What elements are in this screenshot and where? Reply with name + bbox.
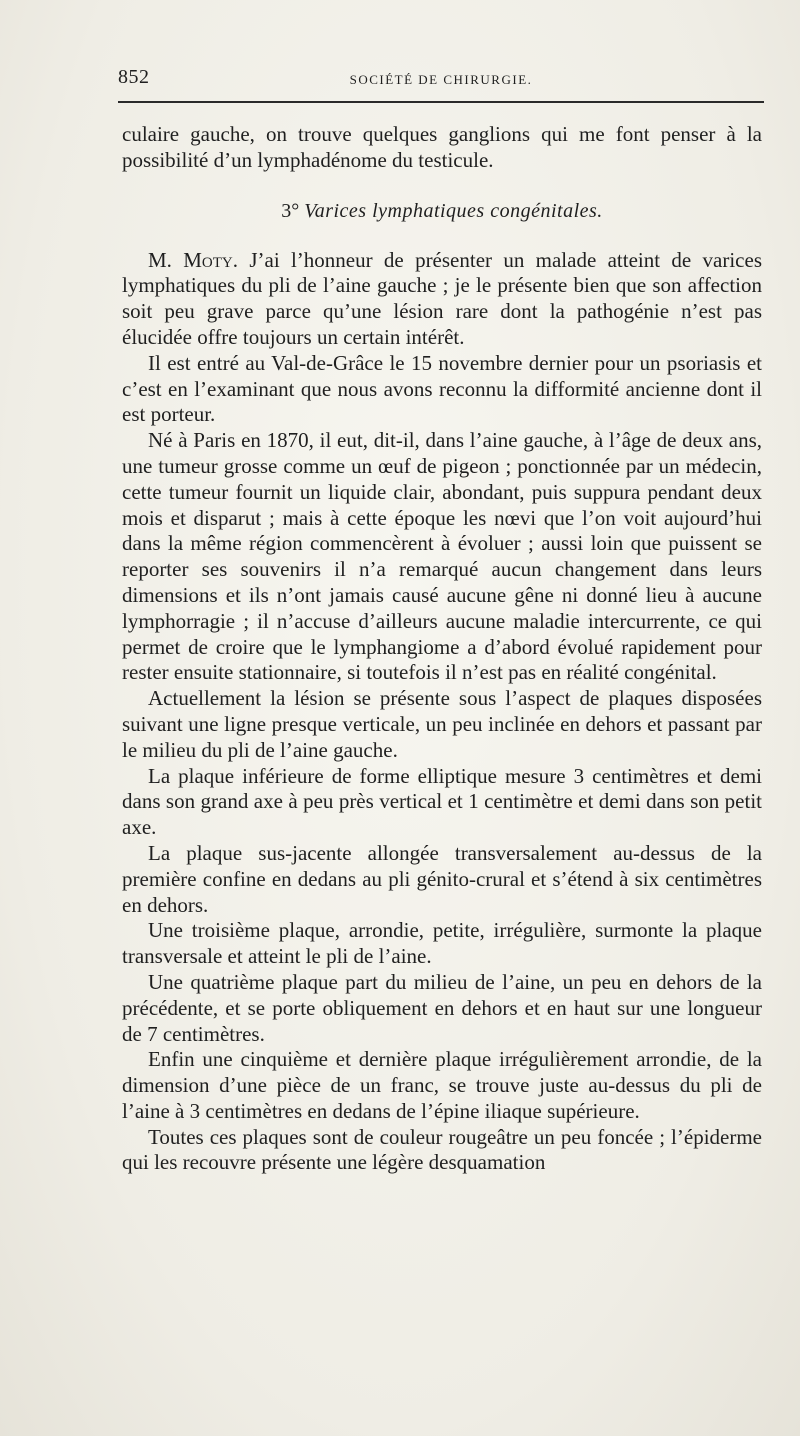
section-number: 3° <box>281 199 300 222</box>
paragraph: Une troisième plaque, arrondie, petite, irrégulière, surmonte la plaque transversale et atteint le pli de l’aine. <box>122 918 762 969</box>
paragraph: Une quatrième plaque part du milieu de l’aine, un peu en dehors de la précédente, et se porte obliquement en dehors et en haut sur une longueur de 7 centimètres. <box>122 969 762 1046</box>
speaker-name: M. Moty. <box>148 247 238 272</box>
body-text <box>122 122 762 1176</box>
paragraph: Enfin une cinquième et dernière plaque irrégulièrement arrondie, de la dimension d’une pièce de un franc, se trouve juste au-dessus du pli de l’aine à 3 centimètres en dedans de l’épine iliaque supérieure. <box>122 1047 762 1123</box>
paragraph: Il est entré au Val-de-Grâce le 15 novembre dernier pour un psoriasis et c’est en l’examinant que nous avons reconnu la difformité ancienne dont il est porteur. <box>122 350 762 427</box>
paragraph-intro-text: J’ai l’honneur de présenter un malade atteint de varices lymphatiques du pli de l’aine gauche ; je le présente bien que son affection soit peu grave parce qu’une lésion rare dont la pathogénie n’est pas élucidée offre toujours un certain intérêt. <box>122 247 762 349</box>
paragraph: La plaque inférieure de forme elliptique mesure 3 centimètres et demi dans son grand axe à peu près vertical et 1 centimètre et demi dans son petit axe. <box>122 763 762 840</box>
running-head: SOCIÉTÉ DE CHIRURGIE. <box>349 72 533 87</box>
paragraph: Actuellement la lésion se présente sous l’aspect de plaques disposées suivant une ligne presque verticale, un peu inclinée en dehors et passant par le milieu du pli de l’aine gauche. <box>122 686 762 762</box>
paragraph-continuation: culaire gauche, on trouve quelques ganglions qui me font penser à la possibilité d’un lymphadénome du testicule. <box>122 122 762 172</box>
paragraph-intro <box>122 248 762 351</box>
section-title: Varices lymphatiques congénitales. <box>304 199 603 222</box>
paragraph-last: Toutes ces plaques sont de couleur rougeâtre un peu foncée ; l’épiderme qui les recouvre présente une légère desquamation <box>122 1124 762 1175</box>
page-number: 852 <box>118 66 150 88</box>
page-header <box>118 64 764 100</box>
section-heading <box>122 198 762 224</box>
paragraph: La plaque sus-jacente allongée transversalement au-dessus de la première confine en dedans au pli génito-crural et s’étend à six centimètres en dehors. <box>122 840 762 917</box>
paragraph: Né à Paris en 1870, il eut, dit-il, dans l’aine gauche, à l’âge de deux ans, une tumeur grosse comme un œuf de pigeon ; ponctionnée par un médecin, cette tumeur fournit un liquide clair, abondant, puis suppura pendant deux mois et disparut ; mais à cette époque les nœvi que l’on voit aujourd’hui dans la même région commencèrent à évoluer ; aussi loin que puissent se reporter ses souvenirs il n’a remarqué aucun changement dans leurs dimensions et ils n’ont jamais causé aucune gêne ni donné lieu à aucune lymphorragie ; il n’accuse d’ailleurs aucune maladie intercurrente, ce qui permet de croire que le lymphangiome a d’abord évolué rapidement pour rester ensuite stationnaire, si toutefois il n’est pas en réalité congénital. <box>122 428 762 685</box>
header-rule <box>118 101 764 103</box>
